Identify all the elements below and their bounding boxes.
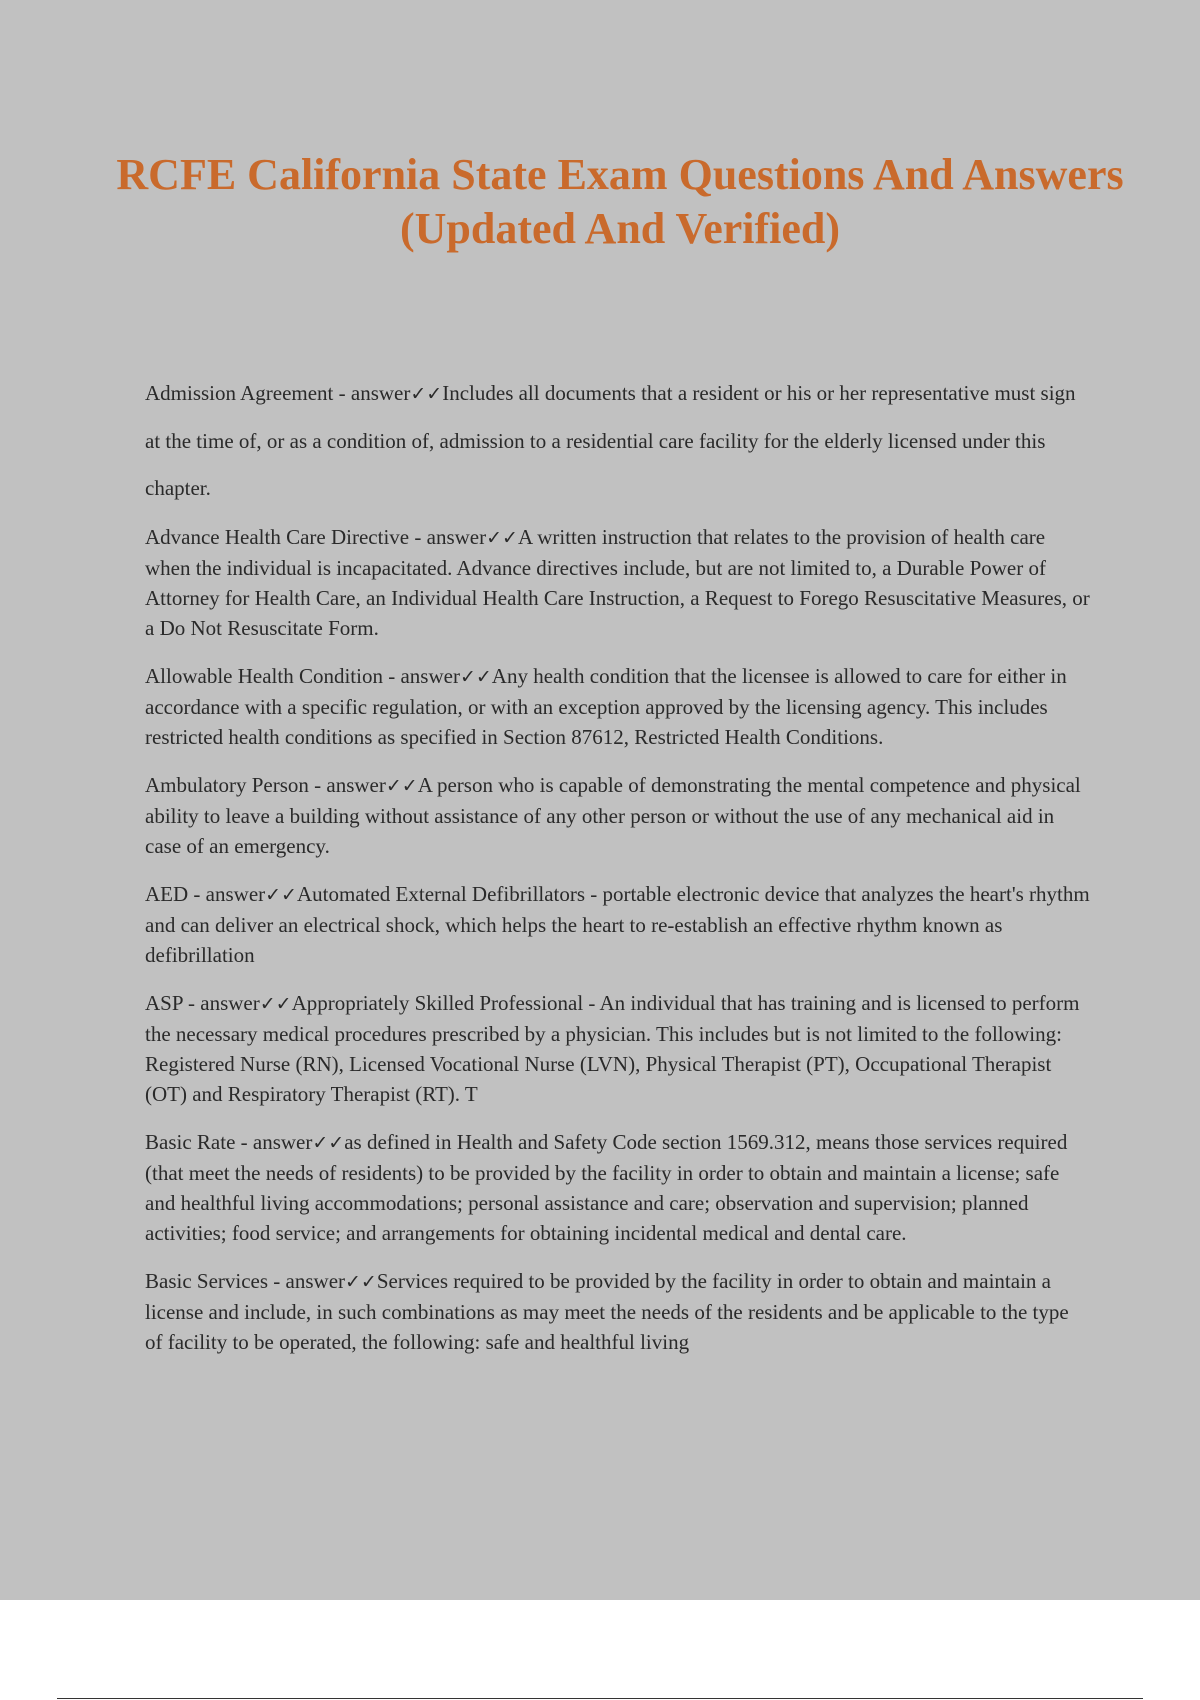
glossary-entry [145, 879, 1090, 970]
entry-definition: as defined in Health and Safety Code section 1569.312, means those services required (that meet the needs of residents) to be provided by the facility in order to obtain and maintain a license; safe and healthful living accommodations; personal assistance and care; observation and supervision; planned activities; food service; and arrangements for obtaining incidental medical and dental care. [145, 1130, 1068, 1245]
double-check-icon: ✓✓ [259, 993, 292, 1015]
glossary-entry [145, 1266, 1090, 1357]
glossary-entry [145, 770, 1090, 861]
entry-definition: Services required to be provided by the facility in order to obtain and maintain a license and include, in such combinations as may meet the needs of the residents and be applicable to the type of facility to be operated, the following: safe and healthful living [145, 1269, 1069, 1354]
answer-label: - answer [182, 991, 260, 1015]
glossary-entry [145, 370, 1090, 512]
entry-definition: A written instruction that relates to the provision of health care when the individual is incapacitated. Advance directives include, but are not limited to, a Durable Power of Attorney for Health Care, an Individual Health Care Instruction, a Request to Forego Resuscitative Measures, or a Do Not Resuscitate Form. [145, 525, 1090, 640]
double-check-icon: ✓✓ [312, 1132, 345, 1154]
answer-label: - answer [333, 381, 411, 405]
answer-label: - answer [409, 525, 487, 549]
glossary-list [145, 378, 1090, 1375]
double-check-icon: ✓✓ [410, 383, 443, 405]
answer-label: - answer [235, 1130, 313, 1154]
answer-label: - answer [188, 882, 266, 906]
entry-term: Ambulatory Person [145, 773, 309, 797]
entry-term: AED [145, 882, 189, 906]
double-check-icon: ✓✓ [385, 775, 418, 797]
double-check-icon: ✓✓ [345, 1271, 377, 1293]
double-check-icon: ✓✓ [486, 527, 518, 549]
glossary-entry [145, 1127, 1090, 1248]
entry-definition: Automated External Defibrillators - portable electronic device that analyzes the heart's rhythm and can deliver an electrical shock, which helps the heart to re-establish an effective rhythm known as defibrillation [145, 882, 1090, 967]
entry-term: Basic Rate [145, 1130, 236, 1154]
glossary-entry [145, 522, 1090, 643]
entry-term: Advance Health Care Directive [145, 525, 410, 549]
glossary-entry [145, 988, 1090, 1109]
double-check-icon: ✓✓ [265, 884, 297, 906]
entry-definition: A person who is capable of demonstrating the mental competence and physical ability to leave a building without assistance of any other person or without the use of any mechanical aid in case of an emergency. [145, 773, 1081, 858]
glossary-entry [145, 661, 1090, 752]
answer-label: - answer [308, 773, 386, 797]
entry-term: ASP [145, 991, 183, 1015]
entry-term: Allowable Health Condition [145, 664, 383, 688]
answer-label: - answer [268, 1269, 346, 1293]
entry-definition: Any health condition that the licensee is allowed to care for either in accordance with a specific regulation, or with an exception approved by the licensing agency. This includes restricted health conditions as specified in Section 87612, Restricted Health Conditions. [145, 664, 1067, 749]
entry-definition: Includes all documents that a resident or his or her representative must sign at the time of, or as a condition of, admission to a residential care facility for the elderly licensed under this chapter. [145, 381, 1076, 500]
entry-term: Basic Services [145, 1269, 269, 1293]
entry-term: Admission Agreement [145, 381, 334, 405]
entry-definition: Appropriately Skilled Professional - An individual that has training and is licensed to perform the necessary medical procedures prescribed by a physician. This includes but is not limited to the following: Registered Nurse (RN), Licensed Vocational Nurse (LVN), Physical Therapist (PT), Occupational Therapist (OT) and Respiratory Therapist (RT). T [145, 991, 1080, 1106]
footer-divider [57, 1698, 1143, 1699]
double-check-icon: ✓✓ [459, 666, 492, 688]
answer-label: - answer [382, 664, 460, 688]
document-title: RCFE California State Exam Questions And Answers (Updated And Verified) [116, 150, 1124, 253]
